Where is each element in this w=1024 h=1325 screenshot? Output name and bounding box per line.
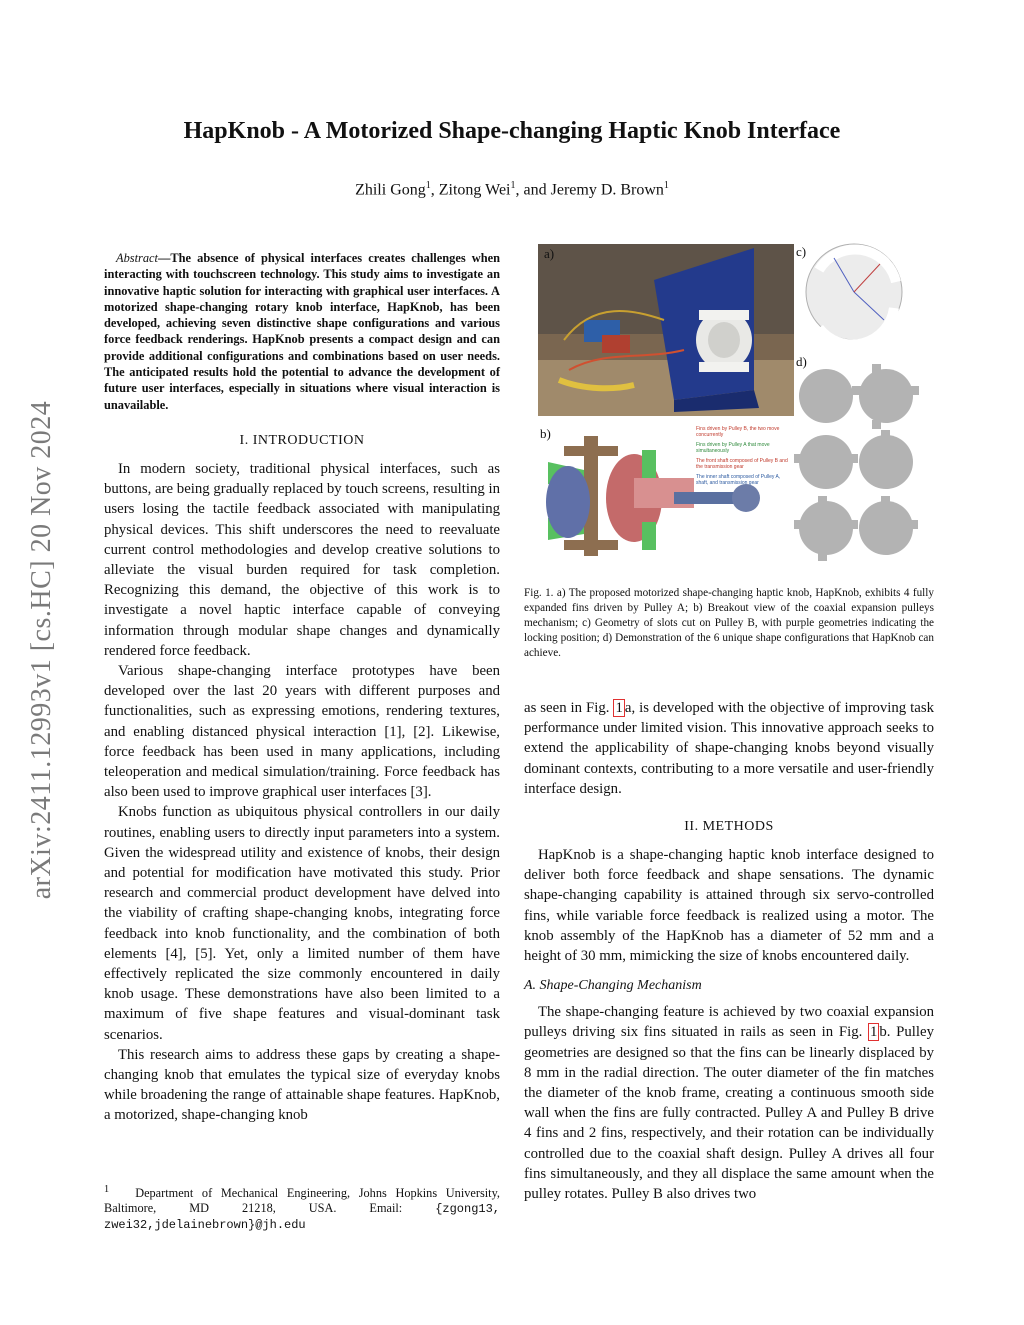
mechanism-paragraph xyxy=(524,1002,934,1204)
footnote xyxy=(104,1182,500,1233)
author-name: Zhili Gong xyxy=(355,181,426,199)
continuation-paragraph xyxy=(524,698,934,799)
text-run: The shape-changing feature is achieved by two coaxial expansion pulleys driving six fins situated in rails as seen in Fig. xyxy=(524,1004,934,1041)
figure-reference-link[interactable]: 1 xyxy=(869,1024,878,1041)
text-run: b. Pulley geometries are designed so that the fins can be linearly displaced by 8 mm in the radial direction. The outer diameter of the fin matches the diameter of the knob frame, creating a continuous smooth side wall when the fins are fully contracted. Pulley A and Pulley B drive 4 fins and 2 fins, respectively, and their rotation can be individually controlled due to the coaxial shaft design. Pulley A drives all four fins simultaneously, and they all displace the same amount when the pulley rotates. Pulley B also drives two xyxy=(524,1024,934,1203)
text-run: a, is developed with the objective of improving task performance under limited vision. This innovative approach seeks to extend the applicability of shape-changing knobs beyond visually dominant contexts, contributing to a more versatile and user-friendly interface design. xyxy=(524,700,935,797)
subsection-heading: A. Shape-Changing Mechanism xyxy=(524,978,702,994)
legend-entry: Fins driven by Pulley A that move simultaneously xyxy=(696,442,770,454)
author-separator: , xyxy=(430,181,439,199)
author-separator: , and xyxy=(515,181,551,199)
footnote-text: Department of Mechanical Engineering, Johns Hopkins University, Baltimore, MD 21218, USA. Email: xyxy=(104,1186,500,1216)
arxiv-identifier: arXiv:2411.12993v1 [cs.HC] 20 Nov 2024 xyxy=(26,400,57,900)
footnote-email[interactable]: {zgong13, zwei32,jdelainebrown}@jh.edu xyxy=(104,1202,500,1233)
panel-c-pulley xyxy=(806,244,902,344)
figure-reference-link[interactable]: 1 xyxy=(615,700,623,716)
legend-entry: The front shaft composed of Pulley B and the transmission gear xyxy=(696,458,788,470)
text-run: as seen in Fig. xyxy=(524,700,610,716)
paper-title: HapKnob - A Motorized Shape-changing Haptic Knob Interface xyxy=(183,118,841,144)
abstract-text: —The absence of physical interfaces creates challenges when interacting with touchscreen technology. This study aims to investigate an innovative haptic solution for interacting with graphical user interfaces. A motorized shape-changing rotary knob interface, HapKnob, has been developed, achieving seven distinctive shape configurations and various force feedback renderings. HapKnob presents a compact design and can provide additional configurations and combinations based on user needs. The anticipated results hold the potential to advance the development of future user interfaces, especially in situations where visual interaction is unavailable. xyxy=(104,251,500,412)
panel-label-a: a) xyxy=(544,246,555,261)
footnote-mark: 1 xyxy=(104,1184,110,1195)
affiliation-mark: 1 xyxy=(510,180,516,191)
panel-label-b: b) xyxy=(540,426,551,441)
figure-1 xyxy=(524,240,934,570)
author-name: Jeremy D. Brown xyxy=(550,181,664,199)
intro-paragraph: This research aims to address these gaps by creating a shape-changing knob that emulates the typical size of everyday knobs while broadening the range of attainable shape features. HapKnob, a motorized, shape-changing knob xyxy=(104,1046,500,1124)
methods-paragraph: HapKnob is a shape-changing haptic knob interface designed to deliver both force feedback and shape sensations. The dynamic shape-changing capability is attained through six servo-controlled fins, while variable force feedback is realized using a motor. The knob assembly of the HapKnob has a diameter of 52 mm and a height of 30 mm, mimicking the size of knobs encountered daily. xyxy=(524,847,934,965)
intro-paragraph: Knobs function as ubiquitous physical controllers in our daily routines, enabling users to directly input parameters into a system. Given the widespread utility and existence of knobs, their design and potential for modification have motivated this study. Prior research and commercial product development have delved into the viability of crafting shape-changing knobs, integrating force feedback into knob functionality, and the combination of both elements [4], [5]. Yet, only a limited number of them have effectively replicated the size commonly encountered in daily knob usage. These demonstrations have also been limited to a maximum of five shape features and visual-dominant task scenarios. xyxy=(104,804,500,1043)
section-heading-introduction: I. INTRODUCTION xyxy=(239,432,365,448)
author-list xyxy=(0,180,1024,199)
abstract xyxy=(104,250,500,413)
panel-label-d: d) xyxy=(796,354,807,369)
author-name: Zitong Wei xyxy=(438,181,511,199)
panel-b-legend xyxy=(696,426,792,486)
intro-paragraph: Various shape-changing interface prototypes have been developed over the last 20 years with different purposes and functionalities, such as expressing emotions, rendering textures, and enabling distanced physical interaction [1], [2]. Likewise, force feedback has been used in many applications, including teleoperation and medical simulation/training. Force feedback has also been used to improve graphical user interfaces [3]. xyxy=(104,663,500,801)
figure-1-caption: Fig. 1. a) The proposed motorized shape-changing haptic knob, HapKnob, exhibits 4 fully expanded fins driven by Pulley A; b) Breakout view of the coaxial expansion pulleys mechanism; c) Geometry of slots cut on Pulley B, with purple geometries indicating the locking position; d) Demonstration of the 6 unique shape configurations that HapKnob can achieve. xyxy=(524,587,934,659)
figure-1-graphic xyxy=(524,240,934,570)
intro-paragraph: In modern society, traditional physical interfaces, such as buttons, are being gradually replaced by touch screens, resulting in users losing the tactile feedback associated with manipulating physical devices. This shift underscores the need to reevaluate current control methodologies and develop creative solutions to alleviate the visual burden required for task completion. Recognizing this demand, the objective of this work is to investigate a novel haptic interface capable of conveying information through modular shape changes and dynamically rendered force feedback. xyxy=(104,460,500,659)
panel-label-c: c) xyxy=(796,244,807,259)
affiliation-mark: 1 xyxy=(663,180,669,191)
abstract-label: Abstract xyxy=(116,251,158,265)
legend-entry: The inner shaft composed of Pulley A, shaft, and transmission gear xyxy=(696,474,781,486)
affiliation-mark: 1 xyxy=(425,180,431,191)
legend-entry: Fins driven by Pulley B, the two move concurrently xyxy=(696,426,780,438)
arxiv-sidebar xyxy=(12,340,72,960)
left-column xyxy=(104,250,500,1126)
panel-a-photo xyxy=(538,244,794,416)
section-heading-methods: II. METHODS xyxy=(684,819,774,835)
right-column xyxy=(524,698,934,1204)
panel-d-configurations xyxy=(794,364,919,561)
